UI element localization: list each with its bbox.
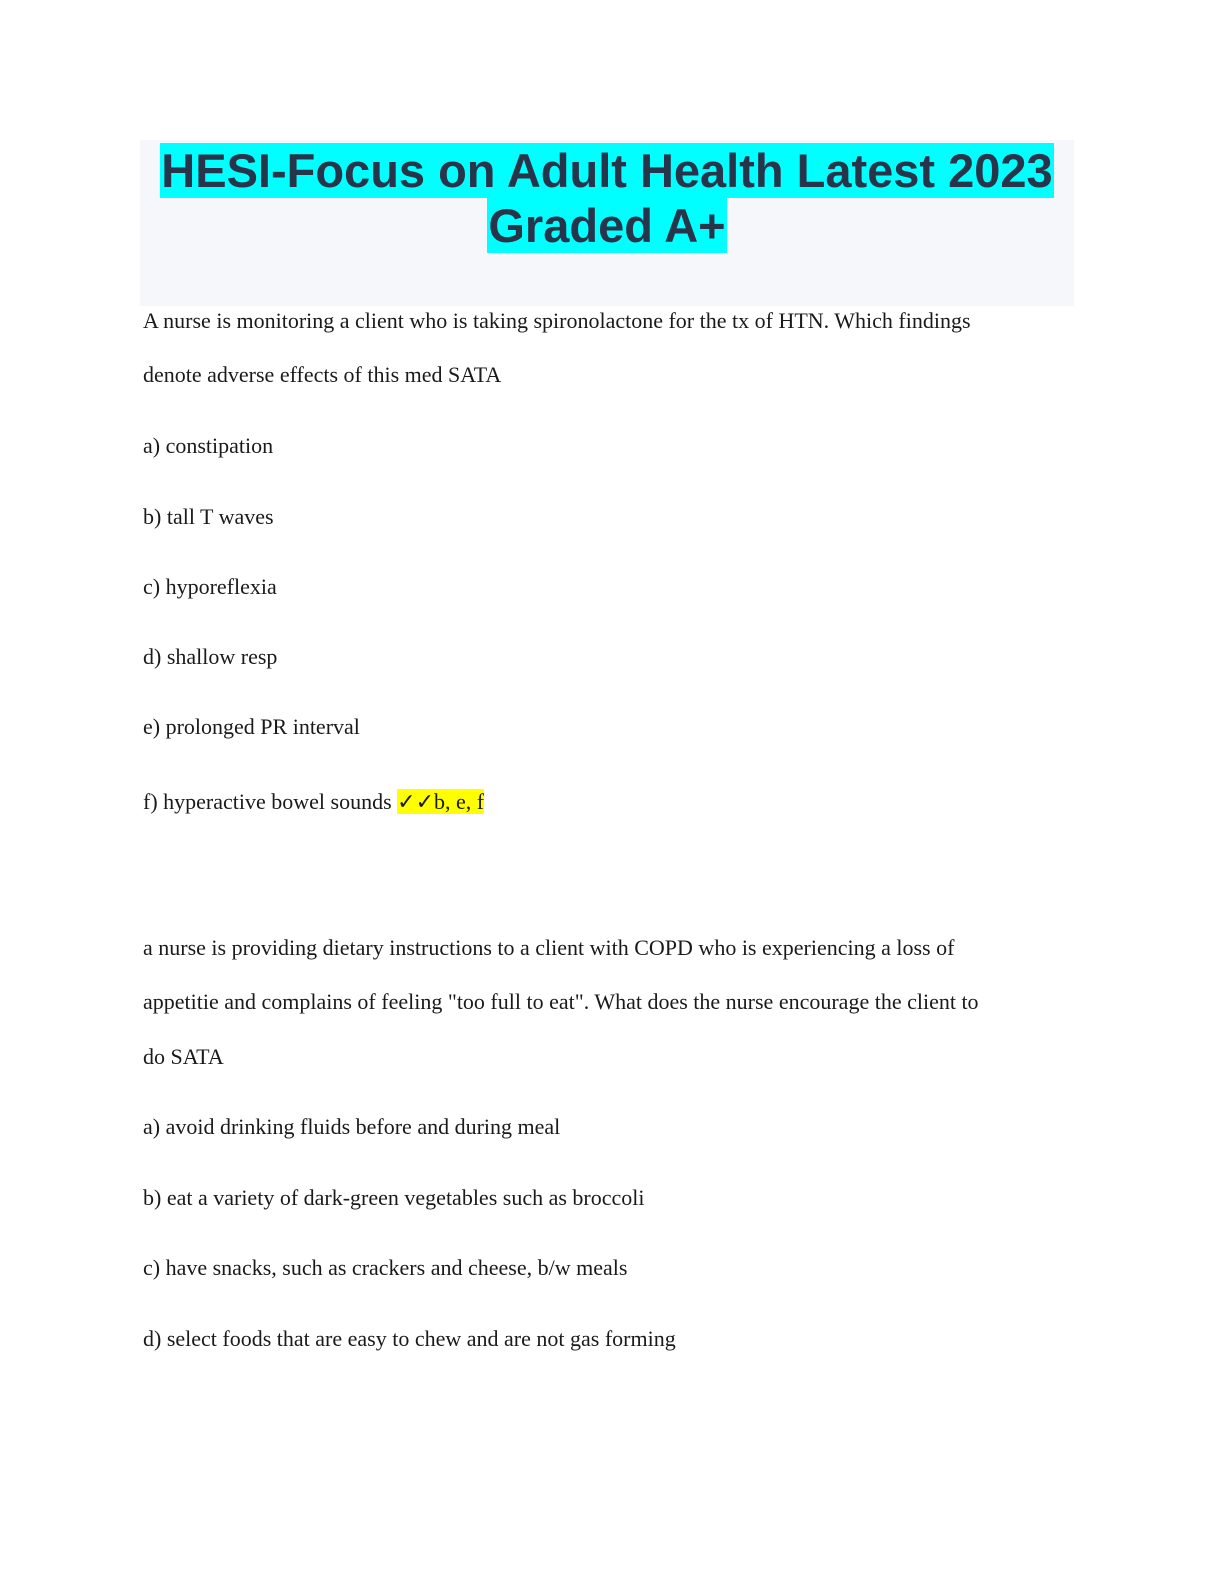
q1-option-f-row (143, 789, 484, 816)
q1-option-e: e) prolonged PR interval (143, 714, 360, 739)
q2-stem-line-1: a nurse is providing dietary instructions to a client with COPD who is experiencing a loss of (143, 935, 955, 960)
q1-option-c: c) hyporeflexia (143, 574, 277, 599)
q2-stem-line-3: do SATA (143, 1044, 224, 1069)
document-title-block (140, 140, 1074, 306)
q2-stem-line-2: appetitie and complains of feeling "too full to eat". What does the nurse encourage the client to (143, 989, 979, 1014)
title-line-1-wrap (140, 143, 1074, 198)
document-title-line-1: HESI-Focus on Adult Health Latest 2023 (161, 144, 1053, 197)
q2-option-d: d) select foods that are easy to chew and are not gas forming (143, 1326, 676, 1351)
q2-option-c: c) have snacks, such as crackers and cheese, b/w meals (143, 1255, 628, 1280)
q2-option-a: a) avoid drinking fluids before and during meal (143, 1114, 561, 1139)
q1-option-d: d) shallow resp (143, 644, 278, 669)
check-icon: ✓✓ (397, 790, 435, 815)
q1-answer: b, e, f (434, 789, 485, 814)
q2-option-b: b) eat a variety of dark-green vegetables such as broccoli (143, 1185, 645, 1210)
q1-answer-highlight (397, 789, 484, 814)
q1-stem-line-2: denote adverse effects of this med SATA (143, 362, 502, 387)
q1-option-f: f) hyperactive bowel sounds (143, 789, 398, 814)
document-title-line-2: Graded A+ (488, 199, 726, 252)
q1-option-b: b) tall T waves (143, 504, 274, 529)
q1-stem-line-1: A nurse is monitoring a client who is taking spironolactone for the tx of HTN. Which findings (143, 308, 971, 333)
title-line-2-wrap (140, 198, 1074, 253)
q1-option-a: a) constipation (143, 433, 274, 458)
